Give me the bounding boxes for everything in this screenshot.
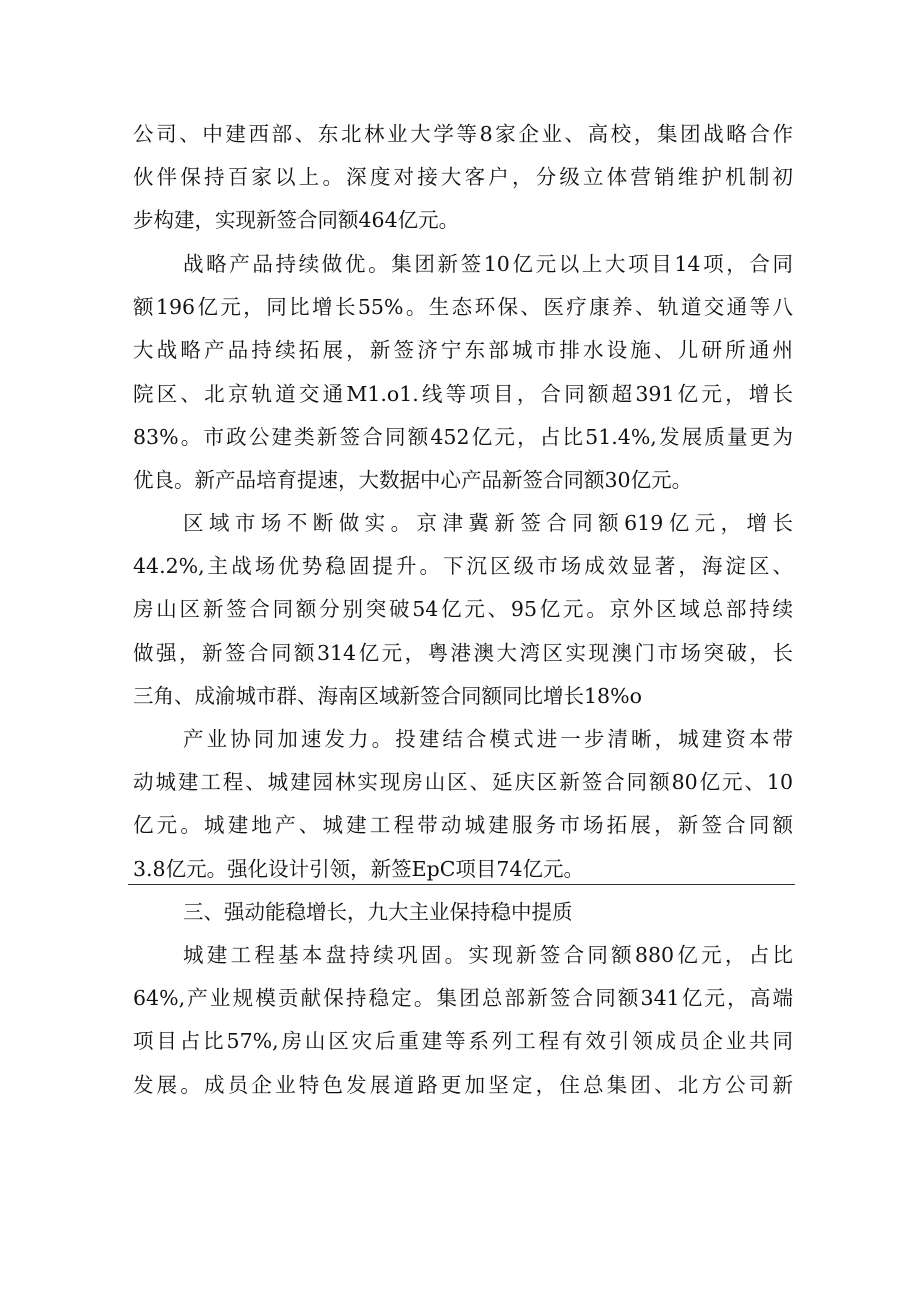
text-line: 三角、成渝城市群、海南区域新签合同额同比增长18%o xyxy=(133,683,642,708)
heading-text: 三、强动能稳增长，九大主业保持稳中提质 xyxy=(183,900,573,924)
text-line: 做强，新签合同额314亿元，粤港澳大湾区实现澳门市场突破，长 xyxy=(133,640,793,665)
text-line: 亿元。城建地产、城建工程带动城建服务市场拓展，新签合同额 xyxy=(133,813,793,838)
paragraph-construction-engineering xyxy=(133,934,793,1107)
text-line: 3.8亿元。强化设计引领，新签EpC项目74亿元。 xyxy=(133,856,584,881)
text-line: 产业协同加速发力。投建结合模式进一步清晰，城建资本带 xyxy=(183,727,793,751)
text-line: 动城建工程、城建园林实现房山区、延庆区新签合同额80亿元、10 xyxy=(133,770,793,795)
paragraph-customers xyxy=(133,113,793,243)
text-line: 优良。新产品培育提速，大数据中心产品新签合同额30亿元。 xyxy=(133,467,693,492)
text-line: 大战略产品持续拓展，新签济宁东部城市排水设施、儿研所通州 xyxy=(133,338,793,363)
text-line: 伙伴保持百家以上。深度对接大客户，分级立体营销维护机制初 xyxy=(133,165,793,190)
text-line: 额196亿元，同比增长55%。生态环保、医疗康养、轨道交通等八 xyxy=(133,295,793,320)
text-line: 公司、中建西部、东北林业大学等8家企业、高校，集团战略合作 xyxy=(133,122,793,146)
text-line: 区域市场不断做实。京津冀新签合同额619亿元，增长 xyxy=(183,511,793,535)
text-line: 44.2%,主战场优势稳固提升。下沉区级市场成效显著，海淀区、 xyxy=(133,554,793,579)
text-line: 项目占比57%,房山区灾后重建等系列工程有效引领成员企业共同 xyxy=(133,1029,793,1054)
section-heading xyxy=(133,891,793,934)
text-line: 64%,产业规模贡献保持稳定。集团总部新签合同额341亿元，高端 xyxy=(133,986,793,1011)
text-line: 院区、北京轨道交通M1.o1.线等项目，合同额超391亿元，增长 xyxy=(133,381,793,406)
text-line: 房山区新签合同额分别突破54亿元、95亿元。京外区域总部持续 xyxy=(133,597,793,622)
text-line: 发展。成员企业特色发展道路更加坚定，住总集团、北方公司新 xyxy=(133,1072,793,1097)
paragraph-regional-markets xyxy=(133,502,793,718)
text-line: 战略产品持续做优。集团新签10亿元以上大项目14项，合同 xyxy=(183,252,793,276)
paragraph-industry-synergy xyxy=(133,718,793,891)
text-line: 83%。市政公建类新签合同额452亿元，占比51.4%,发展质量更为 xyxy=(133,424,793,449)
divider-line xyxy=(128,884,795,885)
text-line: 步构建，实现新签合同额464亿元。 xyxy=(133,208,460,233)
text-line: 城建工程基本盘持续巩固。实现新签合同额880亿元，占比 xyxy=(183,943,793,967)
paragraph-strategic-products xyxy=(133,243,793,502)
